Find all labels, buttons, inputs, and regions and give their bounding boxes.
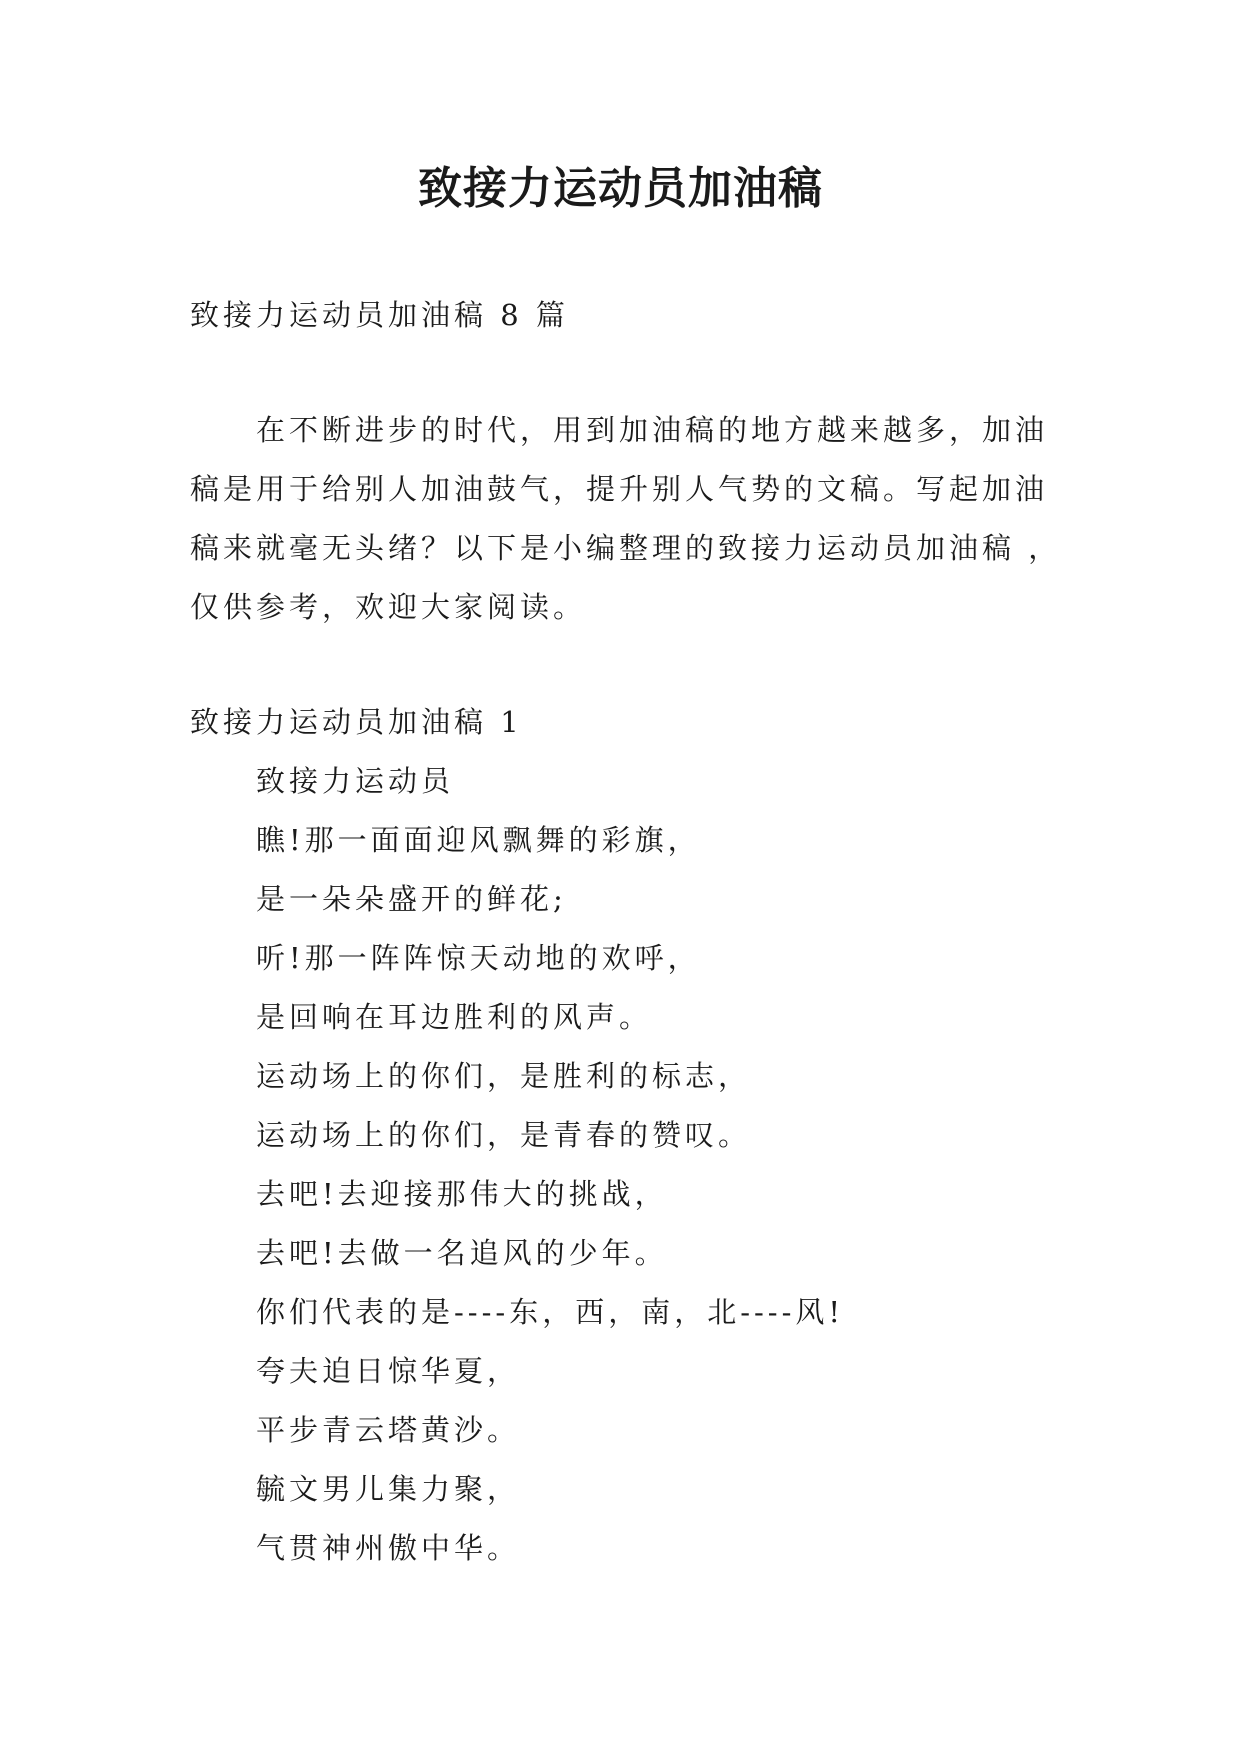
intro-paragraph-line: 在不断进步的时代，用到加油稿的地方越来越多，加油 bbox=[256, 413, 1049, 447]
poem-line: 平步青云塔黄沙。 bbox=[256, 1413, 521, 1447]
poem-line: 去吧!去做一名追风的少年。 bbox=[256, 1236, 668, 1270]
document-subtitle: 致接力运动员加油稿 8 篇 bbox=[190, 298, 569, 332]
poem-line: 听!那一阵阵惊天动地的欢呼， bbox=[256, 941, 701, 975]
poem-line: 你们代表的是----东，西，南，北----风! bbox=[256, 1295, 845, 1329]
poem-line: 运动场上的你们，是青春的赞叹。 bbox=[256, 1118, 752, 1152]
poem-line: 毓文男儿集力聚， bbox=[256, 1472, 521, 1506]
poem-line: 气贯神州傲中华。 bbox=[256, 1531, 521, 1565]
intro-paragraph-line: 稿来就毫无头绪？以下是小编整理的致接力运动员加油稿 ， bbox=[190, 531, 1062, 565]
poem-line: 去吧!去迎接那伟大的挑战， bbox=[256, 1177, 668, 1211]
intro-paragraph-line: 仅供参考，欢迎大家阅读。 bbox=[190, 590, 587, 624]
poem-line: 运动场上的你们，是胜利的标志， bbox=[256, 1059, 752, 1093]
section-heading: 致接力运动员加油稿 1 bbox=[190, 705, 523, 739]
poem-line: 夸夫迫日惊华夏， bbox=[256, 1354, 521, 1388]
document-title: 致接力运动员加油稿 bbox=[418, 163, 823, 214]
poem-title: 致接力运动员 bbox=[256, 764, 455, 798]
poem-line: 瞧!那一面面迎风飘舞的彩旗， bbox=[256, 823, 701, 857]
intro-paragraph-line: 稿是用于给别人加油鼓气，提升别人气势的文稿。写起加油 bbox=[190, 472, 1049, 506]
poem-line: 是回响在耳边胜利的风声。 bbox=[256, 1000, 653, 1034]
poem-line: 是一朵朵盛开的鲜花; bbox=[256, 882, 567, 916]
